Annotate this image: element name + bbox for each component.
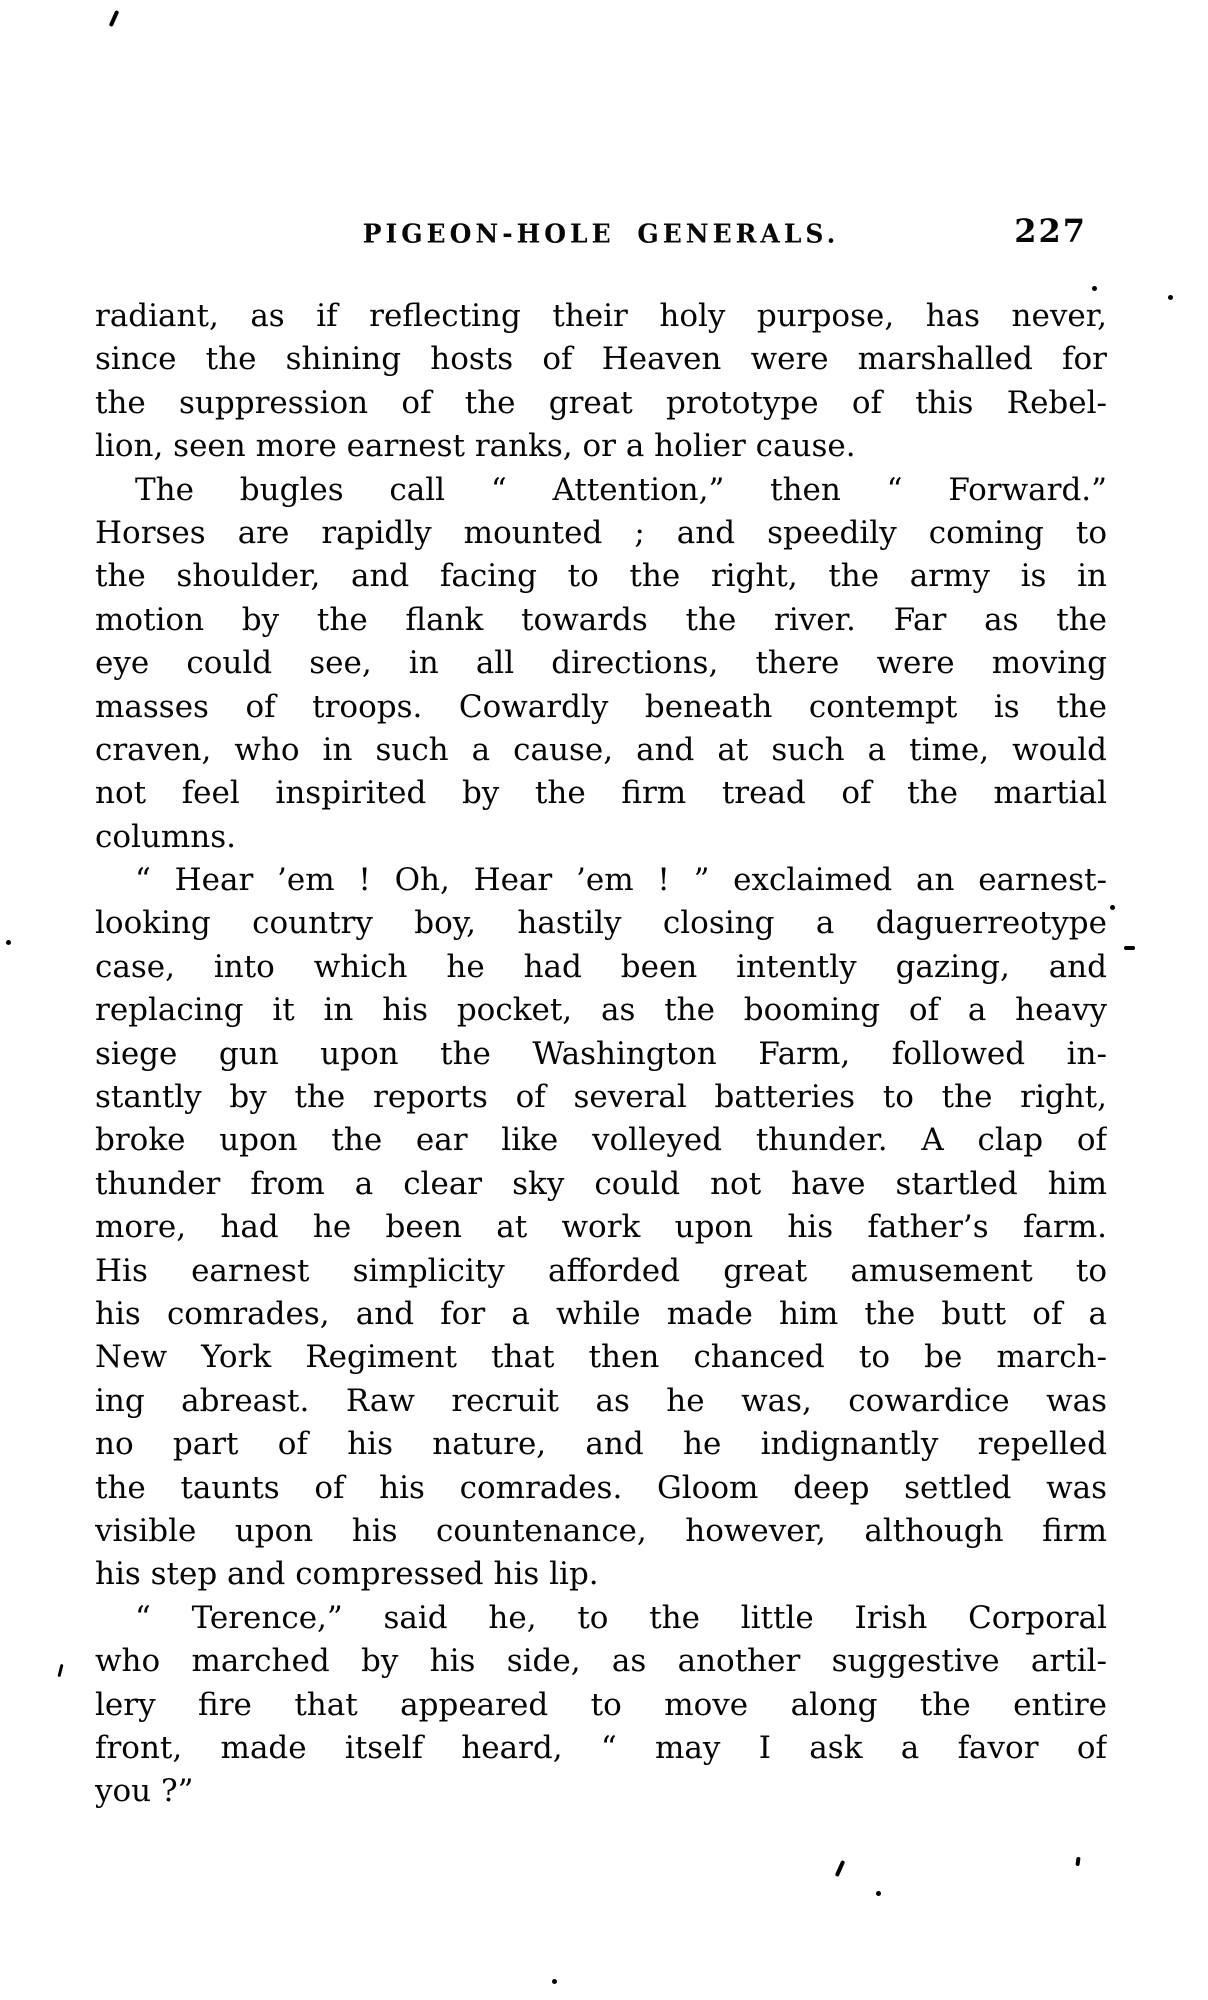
scan-speck-dot	[876, 1891, 881, 1896]
text-line: front, made itself heard, “ may I ask a favor of	[95, 1729, 1107, 1766]
page-body	[95, 295, 1107, 1814]
text-line: craven, who in such a cause, and at such a time, would	[95, 731, 1107, 768]
text-line: His earnest simplicity afforded great amusement to	[95, 1252, 1107, 1289]
scan-speck-slash-small	[57, 1664, 63, 1677]
text-line: the suppression of the great prototype of this Rebel-	[95, 384, 1107, 421]
text-line: his step and compressed his lip.	[95, 1556, 599, 1593]
text-line: “ Hear ’em ! Oh, Hear ’em ! ” exclaimed an earnest-	[135, 862, 1107, 899]
text-line: case, into which he had been intently gazing, and	[95, 948, 1107, 985]
scan-speck-dash	[1124, 946, 1135, 950]
text-line: no part of his nature, and he indignantly repelled	[95, 1426, 1107, 1463]
text-line: New York Regiment that then chanced to be march-	[95, 1339, 1107, 1376]
text-line: lery fire that appeared to move along the entire	[95, 1686, 1107, 1723]
scan-speck-dot	[1092, 286, 1097, 291]
text-line: the taunts of his comrades. Gloom deep settled was	[95, 1469, 1107, 1506]
text-line: columns.	[95, 818, 237, 855]
running-head-title: PIGEON-HOLE GENERALS.	[362, 218, 840, 249]
text-line: more, had he been at work upon his father’s farm.	[95, 1209, 1107, 1246]
text-line: replacing it in his pocket, as the booming of a heavy	[95, 992, 1107, 1029]
scan-speck-tick	[1075, 1857, 1080, 1866]
scan-speck-dot	[6, 940, 11, 945]
scan-speck-slash	[835, 1860, 846, 1877]
text-line: lion, seen more earnest ranks, or a holier cause.	[95, 428, 856, 465]
scan-speck-dot	[1168, 295, 1173, 300]
text-line: ing abreast. Raw recruit as he was, cowardice was	[95, 1382, 1107, 1419]
text-line: stantly by the reports of several batteries to the right,	[95, 1079, 1107, 1116]
text-line: thunder from a clear sky could not have startled him	[95, 1165, 1107, 1202]
scan-speck-slash	[109, 10, 120, 27]
text-line: eye could see, in all directions, there were moving	[95, 645, 1107, 682]
text-line: siege gun upon the Washington Farm, followed in-	[95, 1035, 1107, 1072]
text-line: motion by the flank towards the river. Far as the	[95, 601, 1107, 638]
text-line: Horses are rapidly mounted ; and speedily coming to	[95, 514, 1107, 551]
text-line: his comrades, and for a while made him the butt of a	[95, 1295, 1107, 1332]
text-line: who marched by his side, as another suggestive artil-	[95, 1643, 1107, 1680]
running-head	[95, 212, 1107, 259]
text-line: radiant, as if reflecting their holy purpose, has never,	[95, 298, 1107, 334]
text-line: not feel inspirited by the firm tread of the martial	[95, 775, 1107, 812]
text-line: since the shining hosts of Heaven were marshalled for	[95, 341, 1107, 378]
text-line: the shoulder, and facing to the right, the army is in	[95, 558, 1107, 595]
page-number: 227	[1014, 212, 1087, 250]
text-line: visible upon his countenance, however, although firm	[95, 1512, 1107, 1549]
scan-speck-dot	[552, 1979, 557, 1984]
text-line: The bugles call “ Attention,” then “ Forward.”	[135, 471, 1107, 508]
text-line: “ Terence,” said he, to the little Irish Corporal	[135, 1599, 1107, 1636]
scan-speck-dot	[1110, 905, 1115, 910]
text-line: you ?”	[95, 1773, 194, 1810]
text-line: looking country boy, hastily closing a daguerreotype	[95, 905, 1107, 942]
text-line: broke upon the ear like volleyed thunder. A clap of	[95, 1122, 1107, 1159]
text-line: masses of troops. Cowardly beneath contempt is the	[95, 688, 1107, 725]
